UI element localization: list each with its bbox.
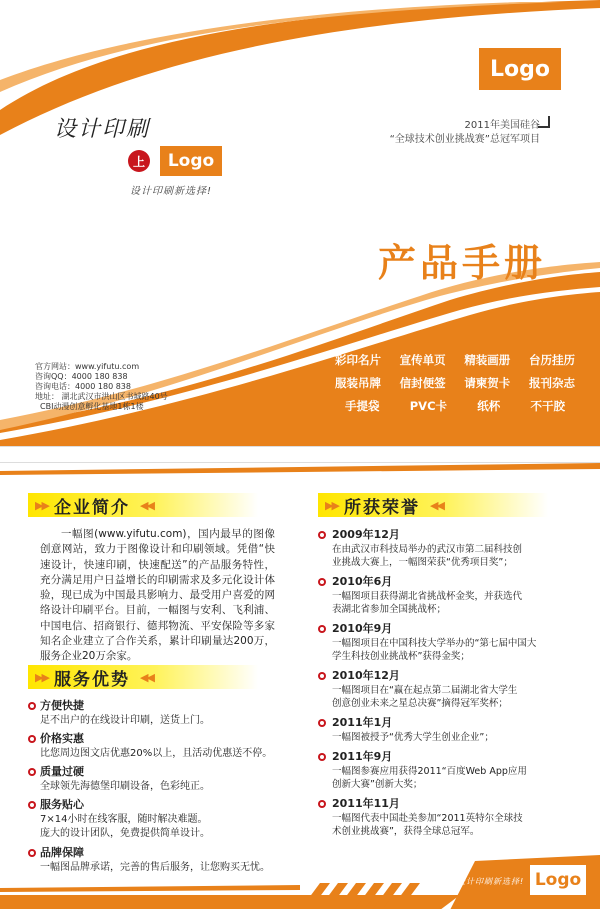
product-row bbox=[335, 375, 575, 391]
advantage-title: 服务贴心 bbox=[40, 798, 84, 811]
award-date: 2010年12月 bbox=[332, 669, 400, 682]
corner-bracket-icon bbox=[538, 116, 550, 128]
bullet-icon bbox=[28, 801, 36, 809]
advantage-item bbox=[28, 797, 298, 841]
contact-qq: 咨询QQ：4000 180 838 bbox=[35, 372, 128, 381]
product-item: 信封便签 bbox=[399, 376, 446, 390]
slogan: 设计印刷新选择! bbox=[130, 186, 213, 197]
advantage-item bbox=[28, 731, 298, 761]
advantage-item bbox=[28, 698, 298, 728]
intro-heading-text: 企业简介 bbox=[54, 497, 130, 518]
arrow-icon: ◀◀ bbox=[140, 498, 153, 512]
product-item: 纸杯 bbox=[477, 399, 501, 413]
award-date: 2011年11月 bbox=[332, 797, 400, 810]
award-item bbox=[318, 527, 588, 569]
page-gap bbox=[0, 447, 600, 462]
advantage-item bbox=[28, 764, 298, 794]
bullet-icon bbox=[28, 735, 36, 743]
bullet-icon bbox=[28, 768, 36, 776]
award-year-line: 2011年美国硅谷 bbox=[464, 120, 540, 131]
product-item: 宣传单页 bbox=[399, 353, 446, 367]
awards-heading-text: 所获荣誉 bbox=[344, 497, 420, 518]
award-desc: 创新大赛”创新大奖； bbox=[332, 779, 423, 790]
bullet-icon bbox=[318, 800, 326, 808]
arrow-icon: ▶▶ bbox=[35, 671, 48, 684]
product-row bbox=[335, 352, 575, 368]
advantage-desc: 全球领先海德堡印刷设备，色彩纯正。 bbox=[40, 781, 210, 792]
award-desc: 业挑战大赛上，一幅图荣获“优秀项目奖”； bbox=[332, 557, 513, 568]
award-desc: 表湖北省参加全国挑战杯； bbox=[332, 604, 447, 615]
bullet-icon bbox=[318, 719, 326, 727]
product-item: 手提袋 bbox=[345, 399, 380, 413]
brochure-inner-page bbox=[0, 462, 600, 909]
arrow-icon: ▶▶ bbox=[325, 499, 338, 512]
advantage-title: 品牌保障 bbox=[40, 846, 84, 859]
product-item: 报刊杂志 bbox=[528, 376, 575, 390]
brand-logo: Logo bbox=[479, 48, 561, 90]
award-desc: 一幅图代表中国赴美参加“2011英特尔全球技 bbox=[332, 813, 523, 824]
bullet-icon bbox=[28, 702, 36, 710]
award-desc: 创意创业未来之星总决赛”摘得冠军奖杯； bbox=[332, 698, 508, 709]
award-date: 2011年9月 bbox=[332, 750, 393, 763]
badge-icon: 上 bbox=[128, 150, 150, 172]
bullet-icon bbox=[318, 672, 326, 680]
contact-phone: 咨询电话：4000 180 838 bbox=[35, 382, 131, 391]
award-desc: 术创业挑战赛”，获得全球总冠军。 bbox=[332, 826, 480, 837]
advantages-heading bbox=[28, 665, 258, 689]
brochure-title: 产品手册 bbox=[378, 241, 547, 285]
advantage-desc: 7×14小时在线客服，随时解决难题。 bbox=[40, 814, 208, 825]
award-desc: 学生科技创业挑战杯”获得金奖； bbox=[332, 651, 470, 662]
intro-heading bbox=[28, 493, 258, 517]
contact-website: 官方网站：www.yifutu.com bbox=[35, 362, 140, 371]
product-item: 服装吊牌 bbox=[335, 376, 381, 390]
award-desc: 一幅图项目获得湖北省挑战杯金奖，并获选代 bbox=[332, 591, 523, 602]
advantage-desc: 一幅图品牌承诺，完善的售后服务，让您购买无忧。 bbox=[40, 862, 270, 873]
advantage-desc: 比您周边图文店优惠20%以上，且活动优惠送不停。 bbox=[40, 748, 273, 759]
advantage-title: 方便快捷 bbox=[40, 699, 84, 712]
bullet-icon bbox=[318, 753, 326, 761]
award-item bbox=[318, 715, 588, 744]
award-desc: 一幅图被授予“优秀大学生创业企业”； bbox=[332, 732, 494, 743]
arrow-icon: ◀◀ bbox=[430, 498, 443, 512]
award-desc: 在由武汉市科技局举办的武汉市第二届科技创 bbox=[332, 544, 523, 555]
advantage-desc: 庞大的设计团队，免费提供简单设计。 bbox=[40, 828, 210, 839]
award-date: 2010年9月 bbox=[332, 622, 393, 635]
product-item: 彩印名片 bbox=[335, 353, 381, 367]
product-item: 台历挂历 bbox=[528, 353, 575, 367]
advantage-desc: 足不出户的在线设计印刷，送货上门。 bbox=[40, 715, 210, 726]
award-date: 2009年12月 bbox=[332, 528, 400, 541]
bullet-icon bbox=[318, 578, 326, 586]
awards-heading bbox=[318, 493, 548, 517]
contact-address: 地址： 湖北武汉市洪山区书城路40号 bbox=[35, 392, 168, 401]
advantage-item bbox=[28, 845, 298, 875]
contact-address-line2: CBI动漫创意孵化基地1栋1楼 bbox=[40, 402, 144, 411]
award-item bbox=[318, 621, 588, 663]
brand-logo-secondary: Logo bbox=[160, 146, 222, 176]
arrow-icon: ▶▶ bbox=[35, 499, 48, 512]
award-item bbox=[318, 749, 588, 791]
award-item bbox=[318, 668, 588, 710]
bullet-icon bbox=[318, 531, 326, 539]
award-item bbox=[318, 574, 588, 616]
product-row bbox=[345, 398, 565, 414]
brochure-cover bbox=[0, 0, 600, 447]
intro-text: 一幅图(www.yifutu.com)，国内最早的图像创意网站，致力于图像设计和印刷领域。凭借“快速设计，快速印刷，快速配送”的产品服务特性，充分满足用户日益增长的印刷需求及多元化设计体验，现已成为中国最具影响力、最受用户喜爱的网络设计印刷平台。目前，一幅图与安利、飞利浦、中国电信、招商银行、德邦物流、平安保险等多家知名企业建立了合作关系，累计印刷量达200万，服务企业20万余家。 bbox=[40, 528, 275, 663]
product-item: PVC卡 bbox=[409, 399, 448, 413]
award-date: 2010年6月 bbox=[332, 575, 393, 588]
company-title: 设计印刷 bbox=[54, 117, 151, 142]
footer-slogan: 设计印刷新选择! bbox=[457, 877, 525, 886]
bullet-icon bbox=[318, 625, 326, 633]
award-title-line: “全球技术创业挑战赛”总冠军项目 bbox=[389, 134, 540, 145]
award-date: 2011年1月 bbox=[332, 716, 393, 729]
footer-logo: Logo bbox=[530, 865, 586, 895]
advantage-title: 质量过硬 bbox=[40, 765, 84, 778]
award-desc: 一幅图项目在“赢在起点第二届湖北省大学生 bbox=[332, 685, 518, 696]
product-item: 不干胶 bbox=[530, 399, 565, 413]
product-item: 精装画册 bbox=[464, 353, 511, 367]
award-desc: 一幅图项目在中国科技大学举办的“第七届中国大 bbox=[332, 638, 537, 649]
award-item bbox=[318, 796, 588, 838]
bullet-icon bbox=[28, 849, 36, 857]
advantages-heading-text: 服务优势 bbox=[54, 669, 130, 690]
advantage-title: 价格实惠 bbox=[40, 732, 84, 745]
product-item: 请柬贺卡 bbox=[464, 376, 511, 390]
arrow-icon: ◀◀ bbox=[140, 670, 153, 684]
award-desc: 一幅图参赛应用获得2011“百度Web App应用 bbox=[332, 766, 527, 777]
